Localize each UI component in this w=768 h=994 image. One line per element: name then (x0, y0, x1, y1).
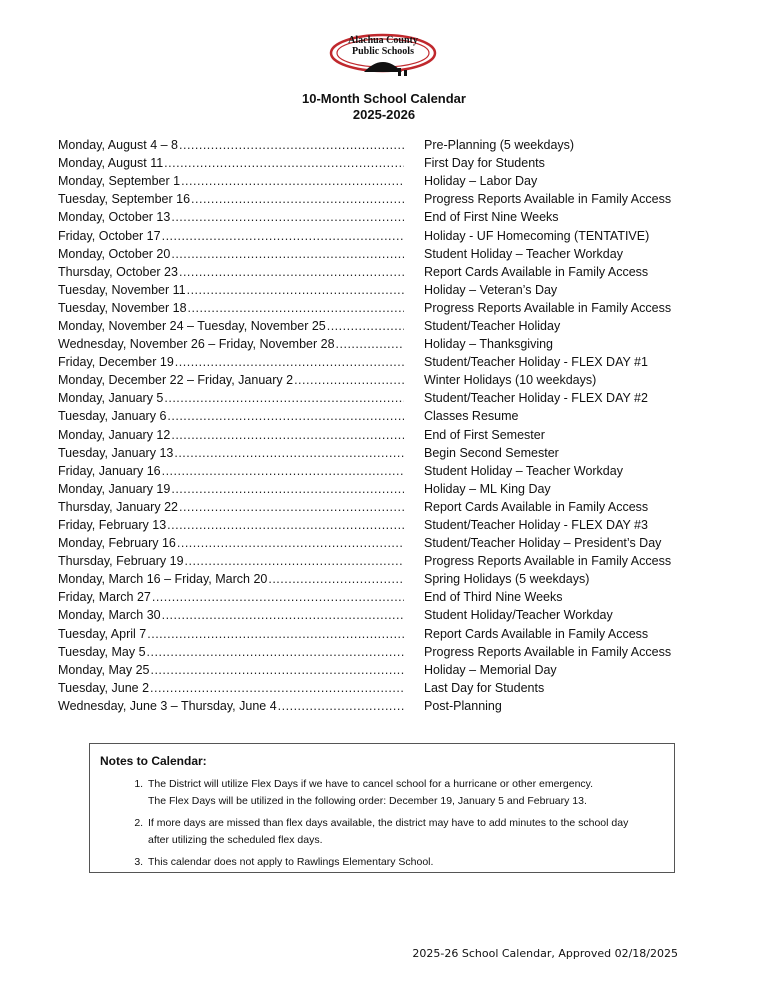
calendar-date-cell (58, 627, 404, 641)
calendar-event: Progress Reports Available in Family Access (424, 644, 672, 659)
calendar-date-cell (58, 192, 404, 206)
dot-leader (179, 138, 404, 152)
calendar-row (58, 534, 698, 552)
calendar-event: Student/Teacher Holiday (424, 318, 561, 333)
calendar-row (58, 190, 698, 208)
calendar-event: Student Holiday – Teacher Workday (424, 246, 623, 261)
dot-leader (174, 446, 404, 460)
dot-leader (327, 319, 404, 333)
dot-leader (336, 337, 404, 351)
calendar-row (58, 389, 698, 407)
calendar-row (58, 480, 698, 498)
calendar-date: Monday, October 20 (58, 246, 171, 261)
calendar-event: End of First Semester (424, 427, 545, 442)
calendar-row (58, 570, 698, 588)
calendar-row (58, 317, 698, 335)
calendar-date-cell (58, 301, 404, 315)
note-line: after utilizing the scheduled flex days. (148, 834, 323, 846)
dot-leader (171, 482, 404, 496)
calendar-date-cell (58, 608, 404, 622)
dot-leader (164, 156, 404, 170)
dot-leader (171, 210, 404, 224)
note-line: If more days are missed than flex days available, the district may have to add minutes to the school day (148, 817, 629, 829)
calendar-date-cell (58, 283, 404, 297)
calendar-date-cell (58, 518, 404, 532)
calendar-date: Monday, August 4 – 8 (58, 138, 178, 153)
calendar-date-cell (58, 337, 404, 351)
calendar-date: Friday, October 17 (58, 228, 161, 243)
calendar-date: Wednesday, June 3 – Thursday, June 4 (58, 698, 277, 713)
calendar-event: Student/Teacher Holiday - FLEX DAY #3 (424, 518, 648, 533)
calendar-date: Friday, March 27 (58, 590, 151, 605)
note-item (146, 854, 664, 871)
calendar-row (58, 353, 698, 371)
school-year: 2025-2026 (352, 107, 416, 122)
title-block (0, 91, 768, 123)
calendar-date: Thursday, October 23 (58, 264, 178, 279)
dot-leader (147, 645, 404, 659)
calendar-event: Progress Reports Available in Family Access (424, 300, 672, 315)
calendar-date-cell (58, 536, 404, 550)
calendar-event: Winter Holidays (10 weekdays) (424, 373, 597, 388)
calendar-date-cell (58, 500, 404, 514)
calendar-row (58, 679, 698, 697)
calendar-date: Tuesday, April 7 (58, 626, 147, 641)
calendar-event: Report Cards Available in Family Access (424, 626, 649, 641)
dot-leader (179, 265, 404, 279)
calendar-event: Student/Teacher Holiday – President’s Day (424, 536, 662, 551)
calendar-event: Holiday – Veteran’s Day (424, 282, 558, 297)
note-item (146, 815, 664, 849)
calendar-event: Pre-Planning (5 weekdays) (424, 138, 575, 153)
calendar-date-cell (58, 428, 404, 442)
calendar-row (58, 226, 698, 244)
note-line: This calendar does not apply to Rawlings Elementary School. (148, 856, 434, 868)
dot-leader (278, 699, 404, 713)
calendar-list (58, 136, 698, 715)
calendar-row (58, 281, 698, 299)
calendar-event: Student/Teacher Holiday - FLEX DAY #1 (424, 355, 648, 370)
dot-leader (164, 391, 404, 405)
calendar-date: Monday, October 13 (58, 210, 171, 225)
footer-approval: 2025-26 School Calendar, Approved 02/18/2025 (412, 947, 678, 960)
calendar-row (58, 444, 698, 462)
calendar-date: Monday, August 11 (58, 156, 164, 171)
calendar-date-cell (58, 590, 404, 604)
dot-leader (152, 590, 404, 604)
calendar-date: Friday, December 19 (58, 355, 174, 370)
calendar-date: Thursday, February 19 (58, 554, 184, 569)
calendar-date-cell (58, 210, 404, 224)
dot-leader (162, 464, 404, 478)
calendar-event: First Day for Students (424, 156, 545, 171)
dot-leader (181, 174, 404, 188)
dot-leader (147, 627, 404, 641)
calendar-row (58, 552, 698, 570)
dot-leader (188, 301, 404, 315)
calendar-event: End of Third Nine Weeks (424, 590, 563, 605)
calendar-date: Monday, November 24 – Tuesday, November 25 (58, 318, 326, 333)
calendar-event: Student Holiday/Teacher Workday (424, 608, 613, 623)
calendar-event: Holiday - UF Homecoming (TENTATIVE) (424, 228, 650, 243)
calendar-date: Monday, January 12 (58, 427, 171, 442)
calendar-date-cell (58, 156, 404, 170)
calendar-row (58, 606, 698, 624)
calendar-event: Classes Resume (424, 409, 519, 424)
calendar-row (58, 407, 698, 425)
calendar-event: Report Cards Available in Family Access (424, 264, 649, 279)
calendar-date-cell (58, 409, 404, 423)
calendar-date-cell (58, 572, 404, 586)
calendar-date-cell (58, 138, 404, 152)
calendar-date: Friday, January 16 (58, 463, 161, 478)
calendar-row (58, 371, 698, 389)
calendar-event: Student/Teacher Holiday - FLEX DAY #2 (424, 391, 648, 406)
dot-leader (175, 355, 404, 369)
calendar-date-cell (58, 174, 404, 188)
logo-text-line2: Public Schools (352, 46, 414, 57)
calendar-date: Monday, March 30 (58, 608, 161, 623)
calendar-row (58, 516, 698, 534)
calendar-event: Holiday – Memorial Day (424, 662, 557, 677)
calendar-date-cell (58, 319, 404, 333)
note-line: The Flex Days will be utilized in the following order: December 19, January 5 and February 13. (148, 795, 587, 807)
calendar-event: Progress Reports Available in Family Access (424, 554, 672, 569)
notes-list (100, 776, 664, 871)
calendar-event: Last Day for Students (424, 680, 545, 695)
dot-leader (167, 409, 404, 423)
calendar-event: Holiday – ML King Day (424, 481, 551, 496)
calendar-date: Tuesday, January 13 (58, 445, 174, 460)
calendar-date: Monday, September 1 (58, 174, 181, 189)
calendar-event: Post-Planning (424, 698, 502, 713)
calendar-date-cell (58, 464, 404, 478)
calendar-event: Holiday – Labor Day (424, 174, 538, 189)
calendar-row (58, 208, 698, 226)
calendar-date: Monday, January 5 (58, 391, 164, 406)
calendar-date-cell (58, 699, 404, 713)
calendar-date-cell (58, 482, 404, 496)
calendar-date-cell (58, 229, 404, 243)
calendar-date: Tuesday, November 18 (58, 300, 187, 315)
dot-leader (167, 518, 404, 532)
calendar-row (58, 498, 698, 516)
calendar-date: Tuesday, May 5 (58, 644, 146, 659)
dot-leader (171, 247, 404, 261)
dot-leader (191, 192, 404, 206)
dot-leader (171, 428, 404, 442)
calendar-date: Wednesday, November 26 – Friday, November 28 (58, 337, 335, 352)
calendar-date: Tuesday, September 16 (58, 192, 191, 207)
district-logo-graphic (328, 28, 438, 80)
calendar-date: Tuesday, November 11 (58, 282, 186, 297)
note-item (146, 776, 664, 810)
calendar-row (58, 299, 698, 317)
calendar-row (58, 335, 698, 353)
dot-leader (187, 283, 404, 297)
calendar-row (58, 661, 698, 679)
dot-leader (179, 500, 404, 514)
calendar-date-cell (58, 681, 404, 695)
dot-leader (150, 681, 404, 695)
calendar-date-cell (58, 663, 404, 677)
calendar-row (58, 136, 698, 154)
calendar-event: Progress Reports Available in Family Access (424, 192, 672, 207)
calendar-date: Monday, May 25 (58, 662, 150, 677)
calendar-row (58, 697, 698, 715)
calendar-row (58, 172, 698, 190)
calendar-date: Monday, January 19 (58, 481, 171, 496)
dot-leader (162, 608, 404, 622)
dot-leader (294, 373, 404, 387)
calendar-row (58, 426, 698, 444)
calendar-date-cell (58, 446, 404, 460)
calendar-event: Report Cards Available in Family Access (424, 499, 649, 514)
calendar-date: Thursday, January 22 (58, 499, 178, 514)
calendar-event: Holiday – Thanksgiving (424, 337, 554, 352)
calendar-date: Friday, February 13 (58, 518, 167, 533)
calendar-date-cell (58, 265, 404, 279)
notes-box (89, 743, 675, 873)
dot-leader (177, 536, 404, 550)
calendar-row (58, 643, 698, 661)
calendar-row (58, 263, 698, 281)
calendar-date-cell (58, 391, 404, 405)
note-line: The District will utilize Flex Days if we have to cancel school for a hurricane or other emergency. (148, 778, 594, 790)
page-title: 10-Month School Calendar (302, 91, 466, 106)
calendar-row (58, 588, 698, 606)
calendar-date-cell (58, 247, 404, 261)
calendar-date-cell (58, 355, 404, 369)
calendar-date: Tuesday, June 2 (58, 680, 150, 695)
calendar-date: Tuesday, January 6 (58, 409, 167, 424)
calendar-date: Monday, December 22 – Friday, January 2 (58, 373, 294, 388)
calendar-date-cell (58, 373, 404, 387)
calendar-date-cell (58, 554, 404, 568)
calendar-row (58, 154, 698, 172)
calendar-row (58, 245, 698, 263)
calendar-row (58, 462, 698, 480)
dot-leader (150, 663, 404, 677)
calendar-date-cell (58, 645, 404, 659)
dot-leader (185, 554, 404, 568)
dot-leader (268, 572, 404, 586)
calendar-row (58, 625, 698, 643)
notes-heading: Notes to Calendar: (100, 754, 207, 768)
calendar-event: End of First Nine Weeks (424, 210, 559, 225)
calendar-date: Monday, March 16 – Friday, March 20 (58, 572, 268, 587)
calendar-event: Begin Second Semester (424, 445, 559, 460)
logo-text-line1: Alachua County (348, 35, 418, 46)
calendar-event: Spring Holidays (5 weekdays) (424, 572, 590, 587)
dot-leader (162, 229, 404, 243)
calendar-event: Student Holiday – Teacher Workday (424, 463, 623, 478)
calendar-date: Monday, February 16 (58, 536, 176, 551)
district-logo (328, 28, 438, 80)
